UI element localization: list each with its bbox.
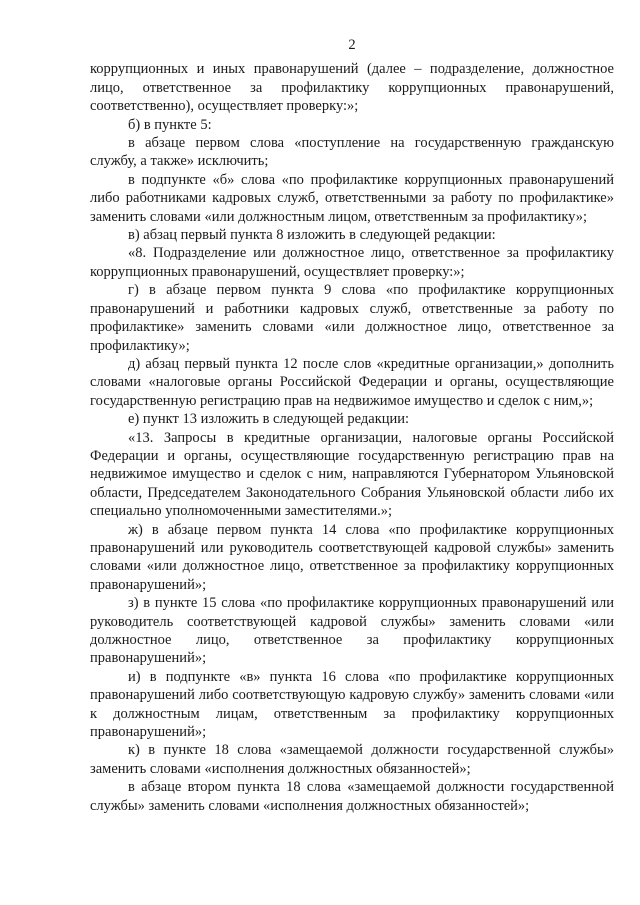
paragraph-item-b: б) в пункте 5: <box>128 116 212 133</box>
paragraph-k-second: в абзаце втором пункта 18 слова «замещаемой должности государственной службы» заменить словами «исполнения должностных обязанностей»; <box>90 779 614 814</box>
paragraph-item-e: е) пункт 13 изложить в следующей редакции: <box>128 411 410 428</box>
paragraph-item-i: и) в подпункте «в» пункта 16 слова «по профилактике коррупционных правонарушений либо соответствующую кадровую службу» заменить словами «или к должностным лицам, ответственным за профилактику коррупционных правонарушений»; <box>90 668 614 741</box>
paragraph-item-g: г) в абзаце первом пункта 9 слова «по профилактике коррупционных правонарушений и работники кадровых служб, ответственные за работу по профилактике» заменить словами «или должностное лицо, ответственное за профилактику»; <box>90 282 614 354</box>
paragraph-item-z: з) в пункте 15 слова «по профилактике коррупционных правонарушений или руководитель соответствующей кадровой службы» заменить словами «или должностное лицо, ответственное за профилактику коррупционных правонарушений»; <box>90 595 614 667</box>
paragraph-b-first: в абзаце первом слова «поступление на государственную гражданскую службу, а также» исключить; <box>90 135 614 170</box>
paragraph-item-d: д) абзац первый пункта 12 после слов «кредитные организации,» дополнить словами «налоговые органы Российской Федерации и органы, осуществляющие государственную регистрацию прав на недвижимое имущество и сделок с ним,»; <box>90 355 614 409</box>
page-number: 2 <box>348 37 356 53</box>
paragraph-continuation: коррупционных и иных правонарушений (далее – подразделение, должностное лицо, ответственное за профилактику коррупционных правонарушений, соответственно), осуществляет проверку:»; <box>90 61 614 115</box>
paragraph-item-v: в) абзац первый пункта 8 изложить в следующей редакции: <box>128 227 496 244</box>
paragraph-clause-13: «13. Запросы в кредитные организации, налоговые органы Российской Федерации и органы, осуществляющие государственную регистрацию прав на недвижимое имущество и сделок с ним, направляются Губернатором Ульяновской области, Председателем Законодательного Собрания Ульяновской области либо их специально уполномоченными заместителями.»; <box>90 429 614 520</box>
paragraph-item-k: к) в пункте 18 слова «замещаемой должности государственной службы» заменить словами «исполнения должностных обязанностей»; <box>90 742 614 777</box>
paragraph-item-zh: ж) в абзаце первом пункта 14 слова «по профилактике коррупционных правонарушений или руководитель соответствующей кадровой службы» заменить словами «или должностное лицо, ответственное за профилактику коррупционных правонарушений»; <box>90 521 614 593</box>
paragraph-clause-8: «8. Подразделение или должностное лицо, ответственное за профилактику коррупционных правонарушений, осуществляет проверку:»; <box>90 245 614 280</box>
paragraph-b-second: в подпункте «б» слова «по профилактике коррупционных правонарушений либо работниками кадровых служб, ответственными за работу по профилактике» заменить словами «или должностным лицом, ответственным за профилактику»; <box>90 171 614 225</box>
